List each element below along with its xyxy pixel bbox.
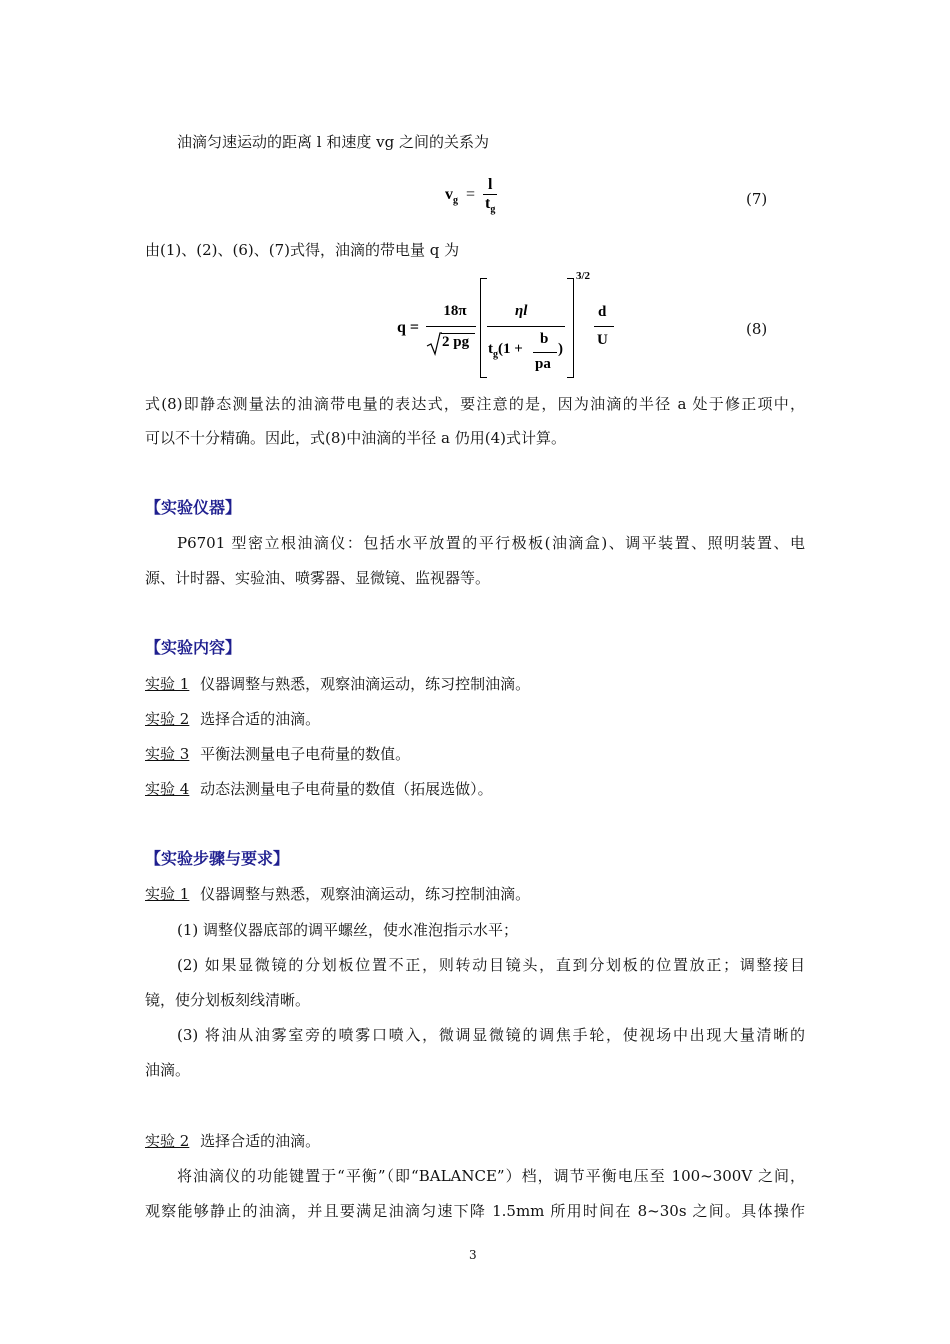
step-2-line1: (2) 如果显微镜的分划板位置不正，则转动目镜头，直到分划板的位置放正；调整接目	[177, 956, 805, 974]
content-item-text: 平衡法测量电子电荷量的数值。	[200, 745, 411, 763]
heading-instruments: 【实验仪器】	[145, 498, 242, 517]
content-item-text: 选择合适的油滴。	[200, 710, 321, 728]
steps-exp1-text: 仪器调整与熟悉，观察油滴运动，练习控制油滴。	[200, 885, 531, 903]
eq8-inner-den: $t_g(1$ +	[488, 341, 523, 360]
step-1: (1) 调整仪器底部的调平螺丝，使水准泡指示水平；	[177, 921, 519, 939]
steps-exp2-text: 选择合适的油滴。	[200, 1132, 321, 1150]
equation-8	[0, 0, 950, 400]
eq8-coef-num: 18π	[443, 303, 467, 319]
sqrt-icon	[426, 332, 442, 356]
eq8-pa: pa	[535, 356, 551, 372]
eq7-number: (7)	[746, 190, 768, 208]
content-item-label: 实验 2	[145, 710, 190, 728]
eq8-du-bar	[594, 326, 614, 327]
content-item-text: 动态法测量电子电荷量的数值（拓展选做）。	[200, 780, 493, 798]
content-item-label: 实验 3	[145, 745, 190, 763]
eq8-d: d	[598, 304, 607, 320]
content-item	[145, 779, 493, 799]
eq7-lhs: $v_g$	[445, 186, 458, 207]
step-3-line1: (3) 将油从油雾室旁的喷雾口喷入，微调显微镜的调焦手轮，使视场中出现大量清晰的	[177, 1026, 805, 1044]
content-item	[145, 744, 410, 764]
eq8-inner-bar	[487, 326, 565, 327]
step-2-line2: 镜，使分划板刻线清晰。	[145, 991, 311, 1009]
content-item-label: 实验 4	[145, 780, 190, 798]
instruments-line2: 源、计时器、实验油、喷雾器、显微镜、监视器等。	[145, 569, 491, 587]
steps-exp2	[145, 1131, 320, 1151]
step-3-line2: 油滴。	[145, 1061, 191, 1079]
exp2-line2: 观察能够静止的油滴，并且要满足油滴匀速下降 1.5mm 所用时间在 8~30s 之间。具体操作	[145, 1202, 805, 1220]
eq8-b-bar	[533, 352, 557, 353]
para-eq8-line2: 可以不十分精确。因此，式(8)中油滴的半径 a 仍用(4)式计算。	[145, 429, 566, 447]
right-bracket-icon	[567, 278, 574, 378]
eq8-coef-bar	[426, 326, 476, 327]
steps-exp1-label: 实验 1	[145, 885, 190, 903]
derive-line: 由(1)、(2)、(6)、(7)式得，油滴的带电量 q 为	[145, 241, 460, 259]
content-item	[145, 674, 530, 694]
intro-line: 油滴匀速运动的距离 l 和速度 vg 之间的关系为	[177, 133, 489, 151]
eq8-close-paren: )	[558, 341, 563, 357]
left-bracket-icon	[480, 278, 487, 378]
page-number: 3	[469, 1248, 477, 1262]
steps-exp1	[145, 884, 530, 904]
content-item	[145, 709, 320, 729]
content-item-text: 仪器调整与熟悉，观察油滴运动，练习控制油滴。	[200, 675, 531, 693]
eq8-b: b	[540, 331, 549, 347]
instruments-line1: P6701 型密立根油滴仪：包括水平放置的平行极板(油滴盒)、调平装置、照明装置、电	[177, 534, 805, 552]
eq8-u: U	[597, 332, 608, 348]
heading-content: 【实验内容】	[145, 638, 242, 657]
eq8-number: (8)	[746, 320, 768, 338]
eq8-coef-den: 2 pg	[442, 334, 470, 350]
steps-exp2-label: 实验 2	[145, 1132, 190, 1150]
eq7-equals: =	[466, 186, 476, 204]
eq8-power: 3/2	[576, 270, 591, 282]
eq8-inner-num: ηl	[515, 303, 528, 319]
eq7-fraction: $\frac{l}{t_g}$	[485, 176, 496, 216]
exp2-line1: 将油滴仪的功能键置于“平衡”（即“BALANCE”）档，调节平衡电压至 100~300V 之间，	[177, 1167, 805, 1185]
heading-steps: 【实验步骤与要求】	[145, 849, 290, 868]
eq8-lhs: q =	[397, 319, 420, 336]
para-eq8-line1: 式(8)即静态测量法的油滴带电量的表达式，要注意的是，因为油滴的半径 a 处于修正项中，	[145, 395, 805, 413]
content-item-label: 实验 1	[145, 675, 190, 693]
